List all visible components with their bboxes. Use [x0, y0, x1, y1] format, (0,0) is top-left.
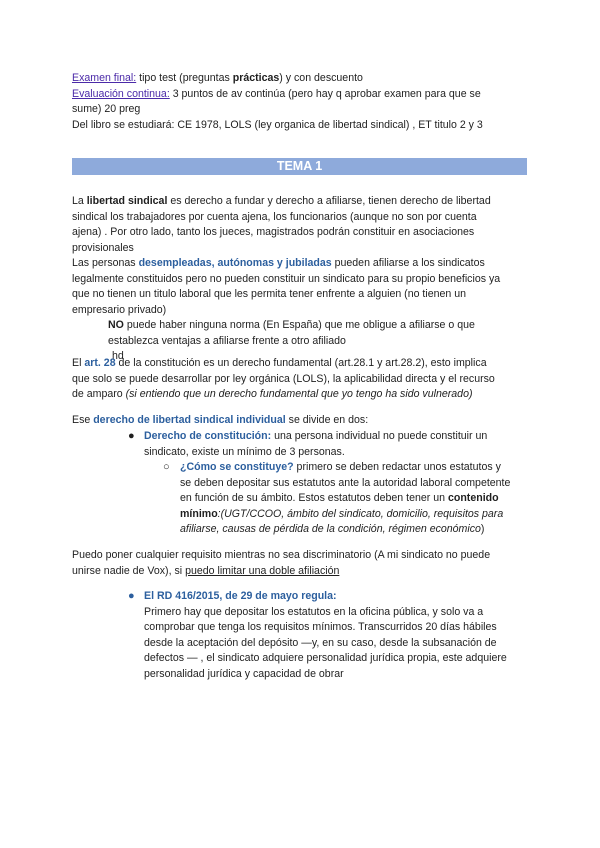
desempleadas-highlight: desempleadas, autónomas y jubiladas [138, 257, 332, 269]
libertad-paragraph: La libertad sindical es derecho a fundar y derecho a afiliarse, tienen derecho de libertad sindical los trabajadores por cuenta ajena, los funcionarios (aunque no son por cuenta ajena) . Por otro lado, tanto los jueces, magistrados podrán constituir en asociaciones provisionales Las personas desempleadas, autónomas y jubiladas pueden afiliarse a los sindicatos legalmente constituidos pero no pueden constituir un sindicato para su propio beneficios ya que no tienen un titulo laboral que les permita tener enfrente a alguien (no tienen un empresario privado) [72, 195, 501, 316]
doble-afiliacion-underlined: puedo limitar una doble afiliación [185, 564, 340, 577]
bullet-icon: ● [128, 430, 135, 442]
sub-bullet-icon: ○ [163, 461, 170, 473]
evaluacion-line: Evaluación continua: 3 puntos de av continúa (pero hay q aprobar examen para que se [72, 87, 481, 100]
evaluacion-line-2: sume) 20 preg [72, 103, 141, 115]
evaluacion-continua-link[interactable]: Evaluación continua: [72, 87, 170, 100]
art-28-highlight: art. 28 [84, 357, 116, 369]
examen-final-line: Examen final: tipo test (preguntas prácticas) y con descuento [72, 72, 363, 84]
libro-line: Del libro se estudiará: CE 1978, LOLS (ley organica de libertad sindical) , ET titulo 2 y 3 [72, 118, 483, 131]
tema-title: TEMA 1 [72, 158, 527, 175]
como-se-constituye-item: ¿Cómo se constituye? primero se deben redactar unos estatutos y se deben depositar sus estatutos ante la autoridad laboral competente en función de su ámbito. Estos estatutos deben tener un contenido mínimo:(UGT/CCOO, ámbito del sindicato, domicilio, requisitos para afiliarse, causas de pérdida de la condición, régimen económico) [180, 461, 511, 535]
derecho-constitucion-item: Derecho de constitución: una persona individual no puede constituir un sindicato, existe un mínimo de 3 personas. [144, 430, 488, 458]
requisito-paragraph: Puedo poner cualquier requisito mientras no sea discriminatorio (A mi sindicato no puede unirse nadie de Vox), si puedo limitar una doble afiliación [72, 549, 491, 577]
rd-bullet-icon: ● [128, 590, 135, 602]
examen-final-link[interactable]: Examen final: [72, 72, 137, 84]
no-obligation-paragraph: NO puede haber ninguna norma (En España) que me obligue a afiliarse o que establezca ventajas a afiliarse frente a otro afiliado hd [108, 319, 475, 362]
exam-info [72, 71, 528, 133]
articulo-28-paragraph: El art. 28 de la constitución es un derecho fundamental (art.28.1 y art.28.2), esto implica que solo se puede desarrollar por ley orgánica (LOLS), la aplicabilidad directa y el recurso de amparo (si entiendo que un derecho fundamental que yo tengo ha sido vulnerado) [72, 357, 495, 400]
derecho-individual-intro: Ese derecho de libertad sindical individual se divide en dos: [72, 414, 369, 426]
rd-416-item: El RD 416/2015, de 29 de mayo regula: Primero hay que depositar los estatutos en la oficina pública, y solo va a comprobar que tenga los requisitos mínimos. Transcurridos 20 días hábiles desde la aceptación del depósito —y, en su caso, desde la subsanación de defectos — , el sindicato adquiere personalidad jurídica propia, este adquiere personalidad jurídica y capacidad de obrar [144, 589, 530, 682]
rd-title: El RD 416/2015, de 29 de mayo regula: [144, 590, 337, 602]
